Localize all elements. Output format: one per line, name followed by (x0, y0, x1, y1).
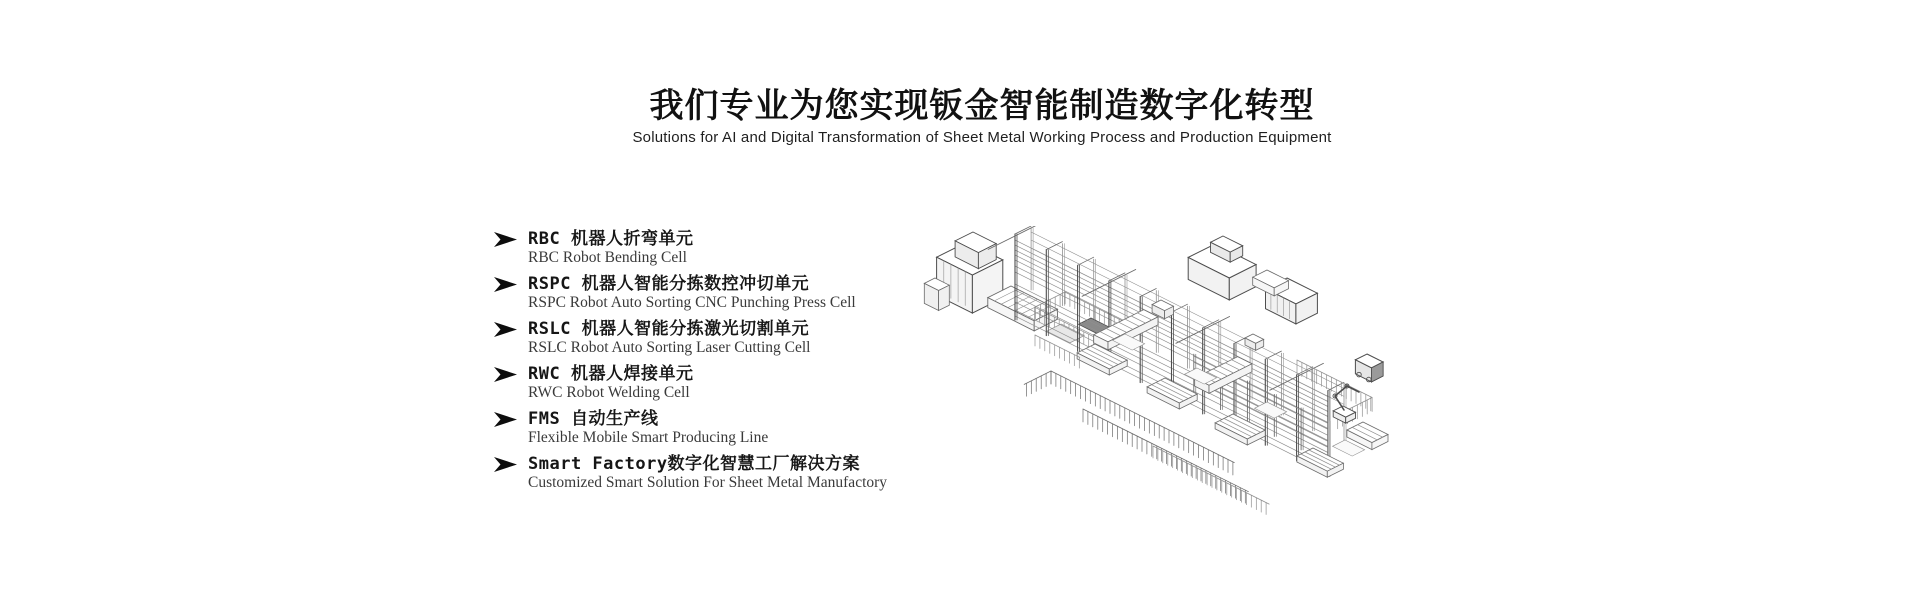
fms-isometric-drawing (915, 226, 1435, 526)
arrow-right-icon (494, 457, 517, 472)
solution-list-item (494, 319, 887, 356)
solution-list-item (494, 229, 887, 266)
solution-title: RBC 机器人折弯单元 (528, 229, 694, 249)
solution-subtitle: RWC Robot Welding Cell (528, 384, 690, 401)
solution-subtitle: RBC Robot Bending Cell (528, 249, 687, 266)
solution-list-item (494, 454, 887, 491)
page-subtitle: Solutions for AI and Digital Transformation of Sheet Metal Working Process and Production Equipment (632, 129, 1332, 146)
solution-subtitle: RSLC Robot Auto Sorting Laser Cutting Cell (528, 339, 811, 356)
production-line-illustration (915, 226, 1435, 526)
arrow-right-icon (494, 277, 517, 292)
arrow-right-icon (494, 412, 517, 427)
arrow-right-icon (494, 322, 517, 337)
arrow-right-icon (494, 232, 517, 247)
solution-list-item (494, 274, 887, 311)
solution-title: RSLC 机器人智能分拣激光切割单元 (528, 319, 810, 339)
solution-subtitle: RSPC Robot Auto Sorting CNC Punching Press Cell (528, 294, 856, 311)
solution-list-item (494, 409, 887, 446)
solution-title: FMS 自动生产线 (528, 409, 659, 429)
solution-title: Smart Factory数字化智慧工厂解决方案 (528, 454, 861, 474)
page-title: 我们专业为您实现钣金智能制造数字化转型 (649, 86, 1315, 126)
solution-list-item (494, 364, 887, 401)
hero-heading (22, 86, 1920, 147)
arrow-right-icon (494, 367, 517, 382)
solution-title: RSPC 机器人智能分拣数控冲切单元 (528, 274, 810, 294)
solution-subtitle: Customized Smart Solution For Sheet Metal Manufactory (528, 474, 888, 491)
solutions-list (494, 229, 887, 499)
solution-title: RWC 机器人焊接单元 (528, 364, 694, 384)
solution-subtitle: Flexible Mobile Smart Producing Line (528, 429, 769, 446)
